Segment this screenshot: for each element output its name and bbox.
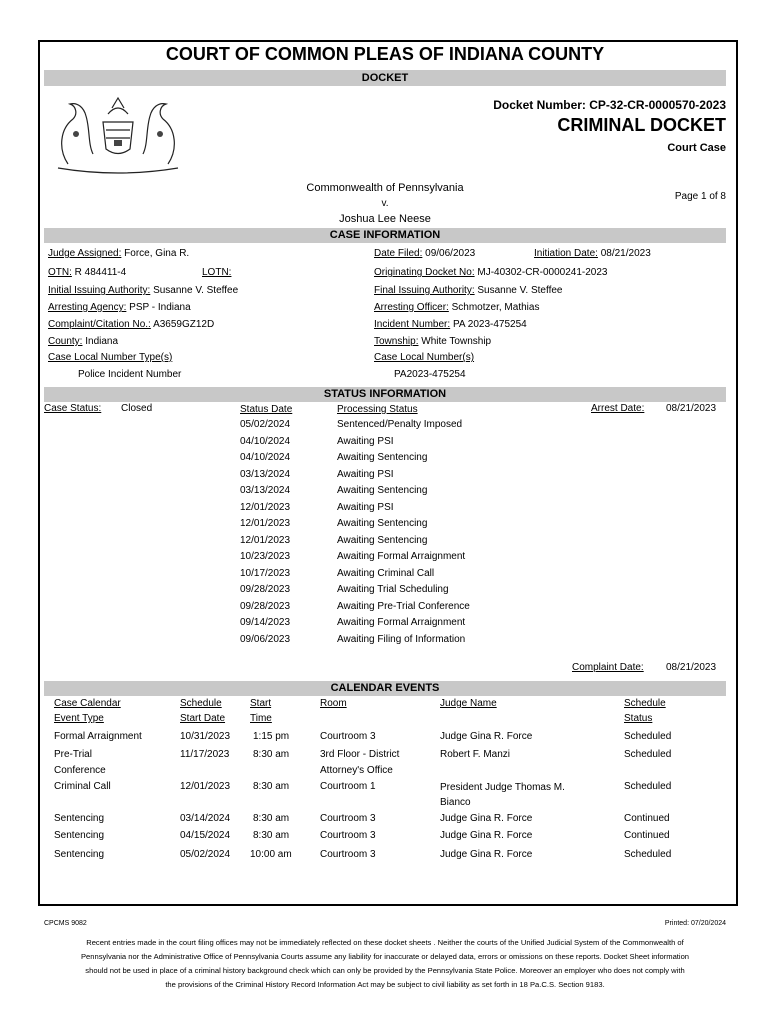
case-local-number-type-value: Police Incident Number [78, 369, 182, 380]
initiation-date-label: Initiation Date: [534, 248, 598, 259]
calendar-start-date: 10/31/2023 [180, 731, 231, 742]
status-date: 12/01/2023 [240, 518, 291, 529]
calendar-judge: Judge Gina R. Force [440, 813, 533, 824]
complaint-date-label: Complaint Date: [572, 662, 644, 673]
case-status-label: Case Status: [44, 403, 102, 414]
court-case-label: Court Case [667, 142, 726, 154]
event-type-header-2: Event Type [54, 713, 104, 724]
case-local-number-label: Case Local Number(s) [374, 352, 475, 363]
initiation-date-value: 08/21/2023 [600, 248, 651, 259]
calendar-event-type: Pre-Trial [54, 749, 92, 760]
processing-status: Awaiting Sentencing [337, 485, 428, 496]
initial-issuing-authority [48, 285, 238, 296]
calendar-events-bar: CALENDAR EVENTS [44, 681, 726, 696]
incident-number-value: PA 2023-475254 [452, 319, 527, 330]
status-date: 09/28/2023 [240, 600, 291, 612]
case-information-bar: CASE INFORMATION [44, 228, 726, 243]
calendar-event-type: Sentencing [54, 849, 105, 860]
date-filed-value: 09/06/2023 [425, 248, 476, 259]
calendar-judge: Bianco [440, 797, 471, 808]
calendar-start-time: 8:30 am [253, 781, 290, 792]
arresting-officer-value: Schmotzer, Mathias [451, 302, 540, 313]
processing-status: Awaiting Formal Arraignment [337, 551, 466, 562]
form-id: CPCMS 9082 [44, 920, 87, 927]
status-date: 03/13/2024 [240, 485, 291, 496]
township-value: White Township [421, 336, 492, 347]
processing-status: Awaiting Formal Arraignment [337, 617, 466, 628]
schedule-status-header-2: Status [624, 713, 653, 724]
judge-assigned-label: Judge Assigned: [48, 248, 122, 259]
township-label: Township: [374, 336, 419, 347]
calendar-start-date: 04/15/2024 [180, 830, 231, 841]
complaint-citation-label: Complaint/Citation No.: [48, 319, 151, 330]
disclaimer-text: Recent entries made in the court filing offices may not be immediately reflected on these docket sheets . Neither the courts of the Unified Judicial System of the Commonwealth of Pennsylvania nor the Administrative Office of Pennsylvania Courts assume any liability for inaccurate or delayed data, errors or omissions on these reports. Docket Sheet information should not be used in place of a criminal history background check which can only be provided by the Pennsylvania State Police. Moreover an employer who does not comply with the provisions of the Criminal History Record Information Act may be subject to civil liability as set forth in 18 Pa.C.S. Section 9183. [80, 938, 690, 989]
calendar-judge: Judge Gina R. Force [440, 830, 533, 841]
case-local-number-value: PA2023-475254 [394, 369, 466, 380]
caption-versus: v. [381, 198, 389, 209]
status-date: 10/23/2023 [240, 551, 291, 562]
processing-status: Awaiting Sentencing [337, 452, 428, 463]
final-issuing-authority-label: Final Issuing Authority: [374, 285, 475, 296]
status-date: 09/14/2023 [240, 617, 291, 628]
judge-name-header: Judge Name [440, 698, 497, 709]
calendar-status: Scheduled [624, 731, 672, 742]
calendar-status: Scheduled [624, 781, 672, 792]
initial-issuing-authority-value: Susanne V. Steffee [153, 285, 239, 296]
arresting-agency-label: Arresting Agency: [48, 302, 127, 313]
initiation-date [534, 248, 651, 259]
arrest-date-label: Arrest Date: [591, 403, 645, 414]
status-information-bar: STATUS INFORMATION [44, 387, 726, 402]
calendar-status: Scheduled [624, 849, 672, 860]
calendar-status: Scheduled [624, 749, 672, 760]
case-status-value: Closed [121, 403, 153, 414]
initial-issuing-authority-label: Initial Issuing Authority: [48, 285, 151, 296]
processing-status: Awaiting Filing of Information [337, 633, 466, 645]
processing-status: Awaiting PSI [337, 501, 394, 513]
judge-assigned-value: Force, Gina R. [124, 248, 190, 259]
originating-docket-label: Originating Docket No: [374, 267, 475, 278]
status-date: 09/06/2023 [240, 633, 291, 645]
calendar-start-date: 05/02/2024 [180, 849, 231, 860]
calendar-room: Courtroom 3 [320, 830, 376, 841]
processing-status: Awaiting Criminal Call [337, 567, 435, 579]
page-indicator: Page 1 of 8 [674, 191, 726, 202]
processing-status: Awaiting Pre-Trial Conference [337, 600, 470, 612]
room-header: Room [320, 698, 347, 709]
calendar-room: Attorney's Office [320, 765, 393, 776]
calendar-status: Continued [624, 813, 670, 824]
originating-docket-value: MJ-40302-CR-0000241-2023 [477, 267, 608, 278]
status-date: 12/01/2023 [240, 501, 291, 513]
arresting-agency-value: PSP - Indiana [129, 302, 191, 313]
calendar-judge: Judge Gina R. Force [440, 731, 533, 742]
pennsylvania-seal-icon [48, 94, 188, 174]
docket-number: Docket Number: CP-32-CR-0000570-2023 [493, 98, 726, 112]
calendar-start-time: 8:30 am [253, 813, 290, 824]
complaint-citation [48, 319, 214, 330]
calendar-event-type: Sentencing [54, 813, 105, 824]
status-date: 04/10/2024 [240, 452, 291, 463]
township [374, 336, 491, 347]
processing-status: Awaiting Sentencing [337, 534, 428, 546]
date-filed [374, 248, 475, 259]
schedule-start-header-1: Schedule [180, 698, 222, 709]
docket-bar: DOCKET [44, 70, 726, 86]
calendar-judge: President Judge Thomas M. [440, 782, 565, 793]
start-time-header-2: Time [250, 713, 272, 724]
lotn-label: LOTN: [202, 267, 232, 278]
caption-defendant: Joshua Lee Neese [339, 213, 431, 225]
calendar-event-type: Formal Arraignment [54, 731, 142, 742]
calendar-judge: Robert F. Manzi [440, 749, 511, 760]
final-issuing-authority [374, 285, 562, 296]
start-time-header-1: Start [250, 698, 272, 709]
event-type-header-1: Case Calendar [54, 698, 121, 709]
calendar-room: Courtroom 3 [320, 813, 376, 824]
calendar-start-date: 11/17/2023 [180, 749, 230, 760]
caption-commonwealth: Commonwealth of Pennsylvania [306, 182, 464, 194]
processing-status: Awaiting PSI [337, 435, 394, 447]
schedule-status-header-1: Schedule [624, 698, 666, 709]
processing-status: Sentenced/Penalty Imposed [337, 419, 463, 430]
processing-status-list [337, 417, 470, 648]
arresting-officer [374, 302, 539, 313]
otn-value: R 484411-4 [74, 267, 127, 278]
county-label: County: [48, 336, 83, 347]
printed-date: Printed: 07/20/2024 [664, 920, 726, 927]
incident-number [374, 319, 527, 330]
complaint-citation-value: A3659GZ12D [153, 319, 215, 330]
incident-number-label: Incident Number: [374, 319, 451, 330]
calendar-room: Courtroom 1 [320, 781, 376, 792]
docket-type: CRIMINAL DOCKET [557, 115, 726, 135]
calendar-start-time: 10:00 am [250, 849, 292, 860]
calendar-room: Courtroom 3 [320, 849, 376, 860]
complaint-date-value: 08/21/2023 [666, 662, 717, 673]
status-date: 03/13/2024 [240, 468, 291, 480]
schedule-start-header-2: Start Date [180, 713, 226, 724]
calendar-start-date: 03/14/2024 [180, 813, 231, 824]
status-date: 04/10/2024 [240, 435, 291, 447]
processing-status: Awaiting PSI [337, 468, 394, 480]
processing-status: Awaiting Trial Scheduling [337, 584, 449, 595]
processing-status: Awaiting Sentencing [337, 518, 428, 529]
arrest-date-value: 08/21/2023 [666, 403, 717, 414]
status-date-list [240, 417, 290, 648]
county-value: Indiana [85, 336, 119, 347]
calendar-event-type: Criminal Call [54, 781, 111, 792]
status-date-header: Status Date [240, 404, 293, 415]
date-filed-label: Date Filed: [374, 248, 423, 259]
arresting-officer-label: Arresting Officer: [374, 302, 449, 313]
status-date: 12/01/2023 [240, 534, 291, 546]
processing-status-header: Processing Status [337, 404, 418, 415]
calendar-room: Courtroom 3 [320, 731, 376, 742]
arresting-agency [48, 302, 191, 313]
status-date: 10/17/2023 [240, 567, 291, 579]
calendar-event-type: Sentencing [54, 830, 105, 841]
judge-assigned [48, 248, 189, 259]
calendar-start-time: 1:15 pm [253, 731, 290, 742]
calendar-start-time: 8:30 am [253, 830, 290, 841]
calendar-status: Continued [624, 830, 670, 841]
calendar-event-type: Conference [54, 765, 106, 776]
otn-label: OTN: [48, 267, 72, 278]
calendar-start-time: 8:30 am [253, 749, 290, 760]
status-date: 05/02/2024 [240, 419, 291, 430]
calendar-judge: Judge Gina R. Force [440, 849, 533, 860]
court-title: COURT OF COMMON PLEAS OF INDIANA COUNTY [165, 44, 605, 64]
county [48, 336, 118, 347]
case-local-number-type-label: Case Local Number Type(s) [48, 352, 173, 363]
final-issuing-authority-value: Susanne V. Steffee [477, 285, 563, 296]
status-date: 09/28/2023 [240, 584, 291, 595]
otn [48, 267, 126, 278]
calendar-start-date: 12/01/2023 [180, 781, 231, 792]
calendar-room: 3rd Floor - District [320, 749, 400, 760]
originating-docket [374, 267, 607, 278]
